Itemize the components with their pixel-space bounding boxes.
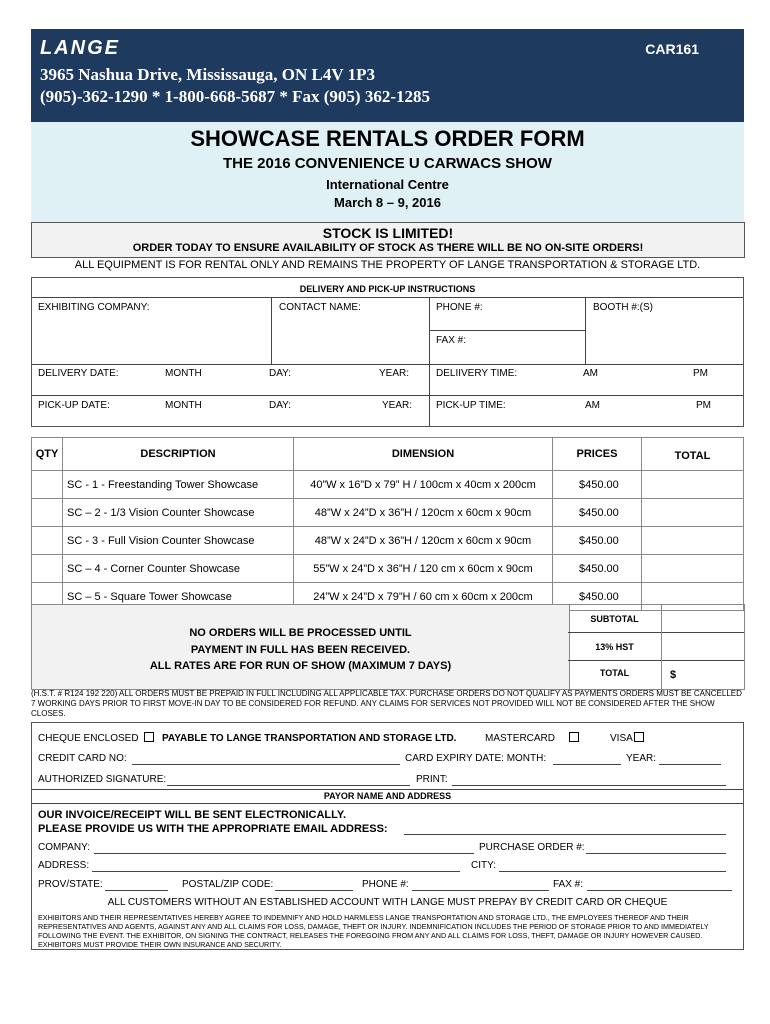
postal-label: POSTAL/ZIP CODE: [182, 879, 274, 890]
credit-card-label: CREDIT CARD NO: [38, 753, 127, 764]
form-title: SHOWCASE RENTALS ORDER FORM [190, 126, 585, 151]
total-dollar[interactable]: $ [670, 669, 677, 681]
postal-input[interactable] [275, 890, 353, 891]
no-orders-line3: ALL RATES ARE FOR RUN OF SHOW (MAXIMUM 7 DAYS) [149, 660, 452, 672]
col-total: TOTAL [642, 438, 744, 471]
show-name: THE 2016 CONVENIENCE U CARWACS SHOW [223, 155, 552, 172]
phone-input[interactable] [412, 890, 549, 891]
delivery-section [31, 277, 744, 427]
fax-input[interactable] [587, 890, 732, 891]
stock-limited: STOCK IS LIMITED! [322, 225, 454, 241]
exhibiting-company-field[interactable]: EXHIBITING COMPANY: [38, 302, 150, 313]
policy-text: (H.S.T. # R124 192 220) ALL ORDERS MUST BE PREPAID IN FULL INCLUDING ALL APPLICABLE TAX. PURCHASE ORDERS DO NOT QUALIFY AS PAYMENTS ORDERS MUST BE CANCELLED 7 WORKING DAYS PRIOR TO FIRST MOVE-IN DAY TO BE CONSIDERED FOR REFUND. ANY CLAIMS FOR SERVICES NOT PROVIDED WILL NOT BE CONSIDERED AFTER THE SHOW CLOSES. [31, 689, 742, 718]
address-label: ADDRESS: [38, 860, 90, 871]
show-dates: March 8 – 9, 2016 [334, 195, 441, 210]
expiry-year-input[interactable] [659, 764, 721, 765]
prov-label: PROV/STATE: [38, 879, 103, 890]
pickup-time-label: PICK-UP TIME: [436, 400, 506, 411]
qty-cell[interactable] [32, 499, 63, 527]
table-header-row [32, 438, 744, 471]
total-cell[interactable] [642, 555, 744, 583]
payor-heading: PAYOR NAME AND ADDRESS [323, 791, 452, 801]
qty-cell[interactable] [32, 471, 63, 499]
disclaimer-text: EXHIBITORS AND THEIR REPRESENTATIVES HEREBY AGREE TO INDEMNIFY AND HOLD HARMLESS LANGE TRANSPORTATION AND STORAGE LTD., THE EMPLOYEES THEREOF AND THEIR REPRESENTATIVES AND AGENTS, AGAINST ANY AND ALL CLAIMS FOR LOSS, DAMAGE, THEFT OR INJURY. INDEMNIFICATION INCLUDES THE PERIOD OF STORAGE PRIOR TO AND IMMEDIATELY FOLLOWING THE EVENT. THE EXHIBITOR, ON SIGNING THE CONTRACT, RELEASES THE FOREGOING FROM ANY AND ALL CLAIMS FOR LOSS, THEFT, DAMAGE OR INJURY HOWEVER CAUSED. EXHIBITORS MUST PROVIDE THEIR OWN INSURANCE AND SECURITY. [38, 913, 709, 949]
dimension-cell: 48”W x 24”D x 36”H / 120cm x 60cm x 90cm [294, 499, 553, 527]
table-row [32, 555, 744, 583]
price-cell: $450.00 [553, 583, 642, 611]
signature-input[interactable] [167, 785, 410, 786]
pickup-pm-option[interactable]: PM [696, 400, 711, 411]
pickup-month-field[interactable]: MONTH [165, 400, 202, 411]
qty-cell[interactable] [32, 527, 63, 555]
delivery-date-label: DELIVERY DATE: [38, 368, 119, 379]
fax-label: FAX #: [553, 879, 584, 890]
totals-labels [568, 604, 662, 690]
subtotal-label: SUBTOTAL [590, 614, 639, 624]
payment-section [31, 722, 744, 950]
delivery-time-label: DELIIVERY TIME: [436, 368, 518, 379]
company-address: 3965 Nashua Drive, Mississauga, ON L4V 1P3 [40, 65, 375, 84]
totals-values [661, 604, 745, 690]
address-input[interactable] [92, 871, 460, 872]
col-qty: QTY [32, 438, 63, 471]
delivery-day-field[interactable]: DAY: [269, 368, 292, 379]
print-label: PRINT: [416, 774, 448, 785]
form-code: CAR161 [645, 41, 699, 57]
qty-cell[interactable] [32, 555, 63, 583]
price-cell: $450.00 [553, 471, 642, 499]
total-cell[interactable] [642, 527, 744, 555]
description-cell: SC – 5 - Square Tower Showcase [63, 583, 294, 611]
invoice-line2: PLEASE PROVIDE US WITH THE APPROPRIATE EMAIL ADDRESS: [38, 823, 388, 835]
mastercard-checkbox[interactable] [569, 732, 579, 742]
price-cell: $450.00 [553, 499, 642, 527]
city-input[interactable] [499, 871, 726, 872]
pickup-day-field[interactable]: DAY: [269, 400, 292, 411]
delivery-heading: DELIVERY AND PICK-UP INSTRUCTIONS [299, 284, 476, 294]
cheque-label: CHEQUE ENCLOSED [38, 733, 139, 744]
company-phones: (905)-362-1290 * 1-800-668-5687 * Fax (905) 362-1285 [40, 87, 430, 106]
title-block [31, 122, 744, 222]
hst-label: 13% HST [595, 642, 634, 652]
total-label: TOTAL [599, 668, 630, 678]
delivery-month-field[interactable]: MONTH [165, 368, 202, 379]
dimension-cell: 24”W x 24”D x 79”H / 60 cm x 60cm x 200cm [294, 583, 553, 611]
items-table [31, 437, 744, 611]
expiry-year-label: YEAR: [626, 753, 657, 764]
total-cell[interactable] [642, 471, 744, 499]
col-description: DESCRIPTION [63, 438, 294, 471]
col-dimension: DIMENSION [294, 438, 553, 471]
description-cell: SC - 3 - Full Vision Counter Showcase [63, 527, 294, 555]
no-orders-line2: PAYMENT IN FULL HAS BEEN RECEIVED. [190, 644, 411, 656]
col-prices: PRICES [553, 438, 642, 471]
fax-field[interactable]: FAX #: [436, 335, 467, 346]
company-label: COMPANY: [38, 842, 91, 853]
delivery-year-field[interactable]: YEAR: [379, 368, 410, 379]
cheque-checkbox[interactable] [144, 732, 154, 742]
contact-name-field[interactable]: CONTACT NAME: [279, 302, 361, 313]
phone-field[interactable]: PHONE #: [436, 302, 483, 313]
po-input[interactable] [586, 853, 726, 854]
mastercard-label: MASTERCARD [485, 733, 556, 744]
delivery-am-option[interactable]: AM [583, 368, 598, 379]
subtotal-value[interactable] [662, 605, 744, 632]
company-logo: LANGE [40, 37, 120, 59]
price-cell: $450.00 [553, 555, 642, 583]
payable-to: PAYABLE TO LANGE TRANSPORTATION AND STORAGE LTD. [162, 733, 457, 744]
order-today: ORDER TODAY TO ENSURE AVAILABILITY OF STOCK AS THERE WILL BE NO ON-SITE ORDERS! [132, 242, 644, 254]
table-row [32, 527, 744, 555]
stock-notice [31, 222, 745, 258]
table-row [32, 471, 744, 499]
expiry-month-input[interactable] [553, 764, 621, 765]
dimension-cell: 48”W x 24”D x 36”H / 120cm x 60cm x 90cm [294, 527, 553, 555]
venue: International Centre [326, 177, 449, 192]
dimension-cell: 40”W x 16”D x 79” H / 100cm x 40cm x 200cm [294, 471, 553, 499]
no-orders-line1: NO ORDERS WILL BE PROCESSED UNTIL [189, 627, 412, 639]
visa-label: VISA [610, 733, 633, 744]
total-cell[interactable] [642, 499, 744, 527]
description-cell: SC - 1 - Freestanding Tower Showcase [63, 471, 294, 499]
pickup-year-field[interactable]: YEAR: [382, 400, 413, 411]
invoice-line1: OUR INVOICE/RECEIPT WILL BE SENT ELECTRONICALLY. [38, 809, 347, 821]
phone-label: PHONE #: [362, 879, 409, 890]
description-cell: SC – 2 - 1/3 Vision Counter Showcase [63, 499, 294, 527]
po-label: PURCHASE ORDER #: [479, 842, 585, 853]
signature-label: AUTHORIZED SIGNATURE: [38, 774, 167, 785]
prov-input[interactable] [105, 890, 168, 891]
equipment-notice: ALL EQUIPMENT IS FOR RENTAL ONLY AND REMAINS THE PROPERTY OF LANGE TRANSPORTATION & STORAGE LTD. [74, 259, 701, 271]
booth-field[interactable]: BOOTH #:(S) [593, 302, 654, 313]
email-input[interactable] [404, 834, 726, 835]
letterhead [31, 29, 744, 122]
delivery-pm-option[interactable]: PM [693, 368, 708, 379]
credit-card-input[interactable] [132, 764, 400, 765]
no-orders-notice [31, 604, 570, 690]
expiry-label: CARD EXPIRY DATE: MONTH: [405, 753, 547, 764]
pickup-am-option[interactable]: AM [585, 400, 600, 411]
price-cell: $450.00 [553, 527, 642, 555]
visa-checkbox[interactable] [634, 732, 644, 742]
company-input[interactable] [94, 853, 474, 854]
table-row [32, 499, 744, 527]
description-cell: SC – 4 - Corner Counter Showcase [63, 555, 294, 583]
dimension-cell: 55”W x 24”D x 36”H / 120 cm x 60cm x 90cm [294, 555, 553, 583]
prepay-notice: ALL CUSTOMERS WITHOUT AN ESTABLISHED ACCOUNT WITH LANGE MUST PREPAY BY CREDIT CARD OR CHEQUE [107, 897, 668, 908]
hst-value[interactable] [662, 633, 744, 660]
print-input[interactable] [452, 785, 726, 786]
city-label: CITY: [471, 860, 497, 871]
pickup-date-label: PICK-UP DATE: [38, 400, 110, 411]
